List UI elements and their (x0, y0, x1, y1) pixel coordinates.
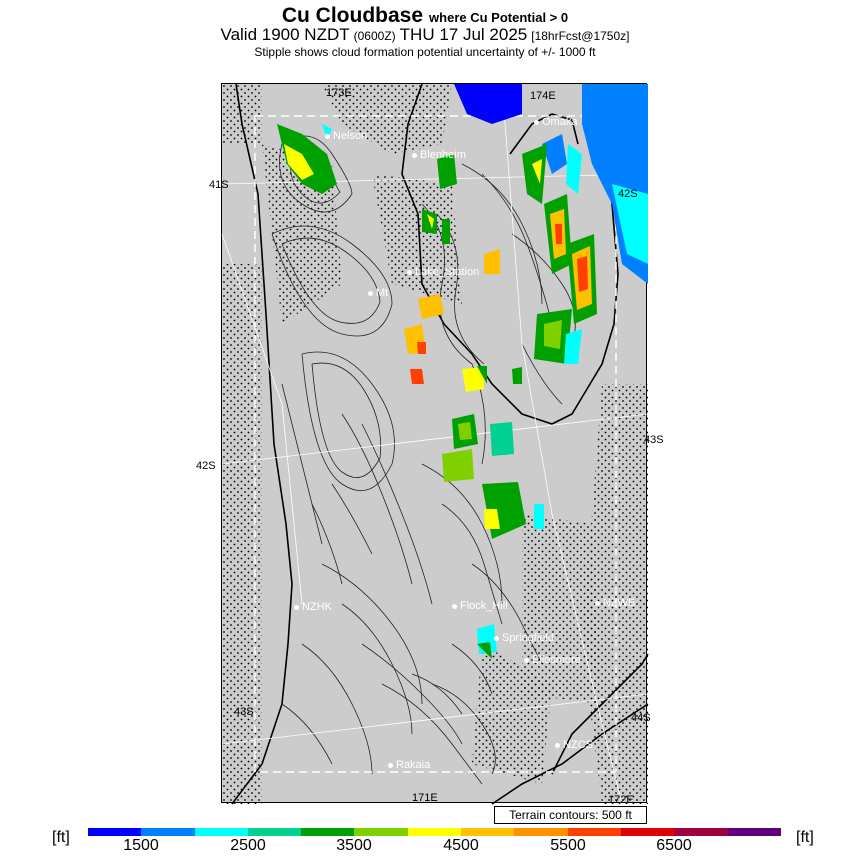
graticule-label: 174E (530, 90, 556, 102)
colorbar-unit-right: [ft] (796, 829, 814, 846)
colorbar-segment (674, 828, 727, 836)
valid-time-utc: (0600Z) (353, 29, 396, 43)
graticule-label: 41S (209, 179, 229, 191)
colorbar (88, 828, 781, 836)
place-label: Flock_Hill (452, 600, 508, 612)
place-label: Ellesmere (524, 654, 581, 666)
colorbar-segment (248, 828, 301, 836)
colorbar-segment (568, 828, 621, 836)
colorbar-segment (408, 828, 461, 836)
place-label: NZHK (294, 601, 332, 613)
valid-time-row (0, 25, 850, 45)
graticule-label: 42S (618, 188, 638, 200)
graticule-label: 44S (631, 712, 651, 724)
colorbar-segment (621, 828, 674, 836)
place-label: Mt (368, 287, 388, 299)
graticule-label: 173E (326, 87, 352, 99)
colorbar-segment (461, 828, 514, 836)
place-label: Lake_Station (407, 266, 479, 278)
valid-time-local: Valid 1900 NZDT (220, 25, 350, 44)
colorbar-segment (514, 828, 567, 836)
place-label: Springfield (494, 632, 554, 644)
colorbar-tick: 2500 (230, 837, 266, 854)
colorbar-segment (354, 828, 407, 836)
colorbar-tick: 6500 (656, 837, 692, 854)
terrain-contours-note: Terrain contours: 500 ft (494, 806, 647, 824)
colorbar-segment (88, 828, 141, 836)
colorbar-unit-left: [ft] (52, 829, 70, 846)
place-label: Omaka (534, 116, 577, 128)
place-label: Blenheim (412, 149, 466, 161)
chart-title-qualifier: where Cu Potential > 0 (429, 10, 569, 25)
graticule-label: 172E (608, 794, 634, 806)
colorbar-tick: 5500 (550, 837, 586, 854)
map-canvas (222, 84, 648, 804)
map-panel (221, 83, 664, 806)
place-label: Rakaia (388, 759, 430, 771)
place-label: NZCS (555, 739, 593, 751)
forecast-hour: [18hrFcst@1750z] (531, 29, 630, 43)
graticule-label: 171E (412, 792, 438, 804)
colorbar-segment (301, 828, 354, 836)
colorbar-segment (195, 828, 248, 836)
chart-title: Cu Cloudbase (281, 4, 424, 27)
graticule-label: 43S (644, 434, 664, 446)
colorbar-tick: 1500 (123, 837, 159, 854)
colorbar-segment (141, 828, 194, 836)
valid-date: THU 17 Jul 2025 (399, 25, 528, 44)
place-label: Nelson (325, 130, 367, 142)
stipple-note: Stipple shows cloud formation potential uncertainty of +/- 1000 ft (254, 45, 596, 59)
graticule-label: 43S (234, 706, 254, 718)
graticule-label: 42S (196, 460, 216, 472)
colorbar-segment (728, 828, 781, 836)
colorbar-tick: 4500 (443, 837, 479, 854)
colorbar-tick: 3500 (336, 837, 372, 854)
place-label: NZWB (595, 597, 635, 609)
